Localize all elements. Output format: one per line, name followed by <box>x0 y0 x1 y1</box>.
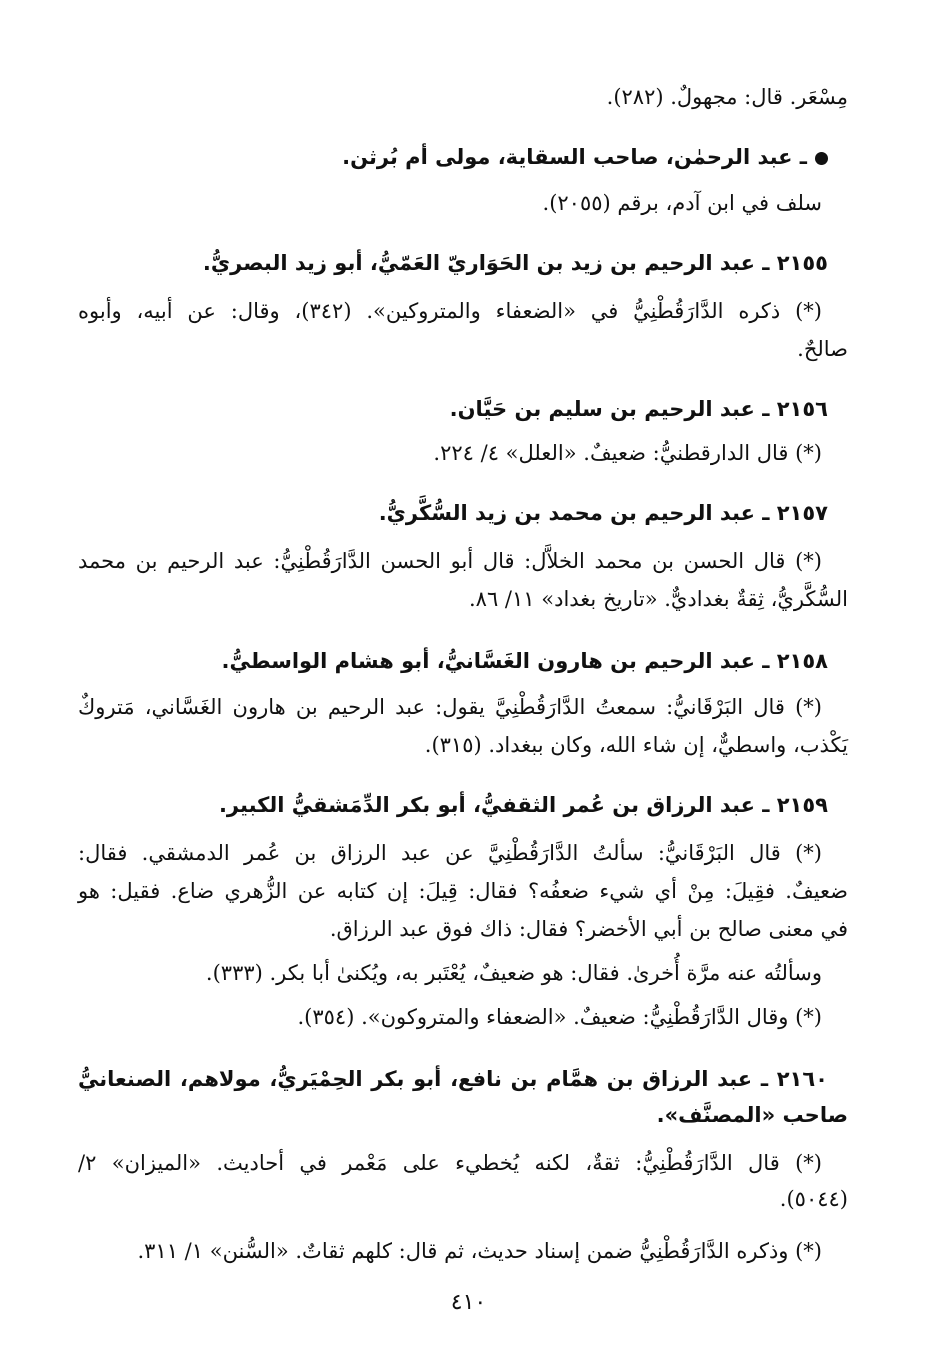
text-line: (٥٠٤٤). <box>779 1187 848 1211</box>
text-line: ضعيفٌ. فقِيلَ: مِنْ أي شيء ضعفُه؟ فقال: قِيلَ: إن كتابه عن الزُّهري ضاع. فقيل: هو <box>78 879 848 903</box>
heading-text: ـ عبد الرحمٰن، صاحب السقاية، مولى أم بُرثن. <box>342 145 807 169</box>
text-line: (*) قال الدارقطنيُّ: ضعيفٌ. «العلل» ٤/ ٢٢٤. <box>433 441 822 465</box>
text-line: مِسْعَر. قال: مجهولٌ. (٢٨٢). <box>606 85 848 109</box>
text-line: (*) وقال الدَّارَقُطْنِيُّ: ضعيفٌ. «الضعفاء والمتروكون». (٣٥٤). <box>297 1005 822 1029</box>
entry-heading: ٢١٥٦ ـ عبد الرحيم بن سليم بن حَيَّان. <box>449 397 828 421</box>
text-line: (*) وذكره الدَّارَقُطْنِيُّ ضمن إسناد حديث، ثم قال: كلهم ثقاتٌ. «السُّنن» ١/ ٣١١. <box>137 1239 822 1263</box>
text-line: (*) قال البَرْقَانيُّ: سمعتُ الدَّارَقُطْنِيَّ يقول: عبد الرحيم بن هارون الغَسَّاني، مَتروكٌ <box>78 695 822 719</box>
text-line: سلف في ابن آدم، برقم (٢٠٥٥). <box>542 191 822 215</box>
text-line: (*) قال الدَّارَقُطْنِيُّ: ثقةٌ، لكنه يُخطيء على مَعْمر في أحاديث. «الميزان» ٢/ <box>78 1151 822 1175</box>
text-line: صالحٌ. <box>797 337 848 361</box>
text-line: (*) قال البَرْقَانيُّ: سألتُ الدَّارَقُطْنِيَّ عن عبد الرزاق بن عُمر الدمشقي. فقال: <box>78 841 822 865</box>
entry-heading <box>342 142 828 172</box>
text-line: (*) قال الحسن بن محمد الخلاَّل: قال أبو الحسن الدَّارَقُطْنِيُّ: عبد الرحيم بن محمد <box>78 549 822 573</box>
entry-heading: ٢١٥٨ ـ عبد الرحيم بن هارون الغَسَّانيُّ، أبو هشام الواسطيُّ. <box>221 649 828 673</box>
text-line: وسألتُه عنه مرَّة أُخرىٰ. فقال: هو ضعيفٌ، يُعْتَبر به، ويُكنىٰ أبا بكر. (٣٣٣). <box>205 961 822 985</box>
entry-heading: صاحب «المصنَّف». <box>656 1103 848 1127</box>
entry-heading: ٢١٥٩ ـ عبد الرزاق بن عُمر الثقفيُّ، أبو بكر الدِّمَشقيُّ الكبير. <box>218 793 828 817</box>
entry-heading: ٢١٥٥ ـ عبد الرحيم بن زيد بن الحَوَاريّ العَمّيُّ، أبو زيد البصريُّ. <box>202 251 828 275</box>
text-line: يَكْذب، واسطيٌّ، إن شاء الله، وكان ببغداد. (٣١٥). <box>424 733 848 757</box>
text-line: (*) ذكره الدَّارَقُطْنِيُّ في «الضعفاء والمتروكين». (٣٤٢)، وقال: عن أبيه، وأبوه <box>78 299 822 323</box>
page-number: ٤١٠ <box>450 1290 487 1315</box>
entry-heading: ٢١٦٠ ـ عبد الرزاق بن همَّام بن نافع، أبو بكر الحِمْيَريُّ، مولاهم، الصنعانيُّ <box>78 1067 828 1091</box>
text-line: السُّكَّريُّ، ثِقةٌ بغداديٌّ. «تاريخ بغداد» ١١/ ٨٦. <box>468 587 848 611</box>
bullet-icon <box>815 152 828 165</box>
text-line: في معنى صالح بن أبي الأخضر؟ فقال: ذاك فوق عبد الرزاق. <box>329 917 848 941</box>
entry-heading: ٢١٥٧ ـ عبد الرحيم بن محمد بن زيد السُّكَّريُّ. <box>378 501 828 525</box>
